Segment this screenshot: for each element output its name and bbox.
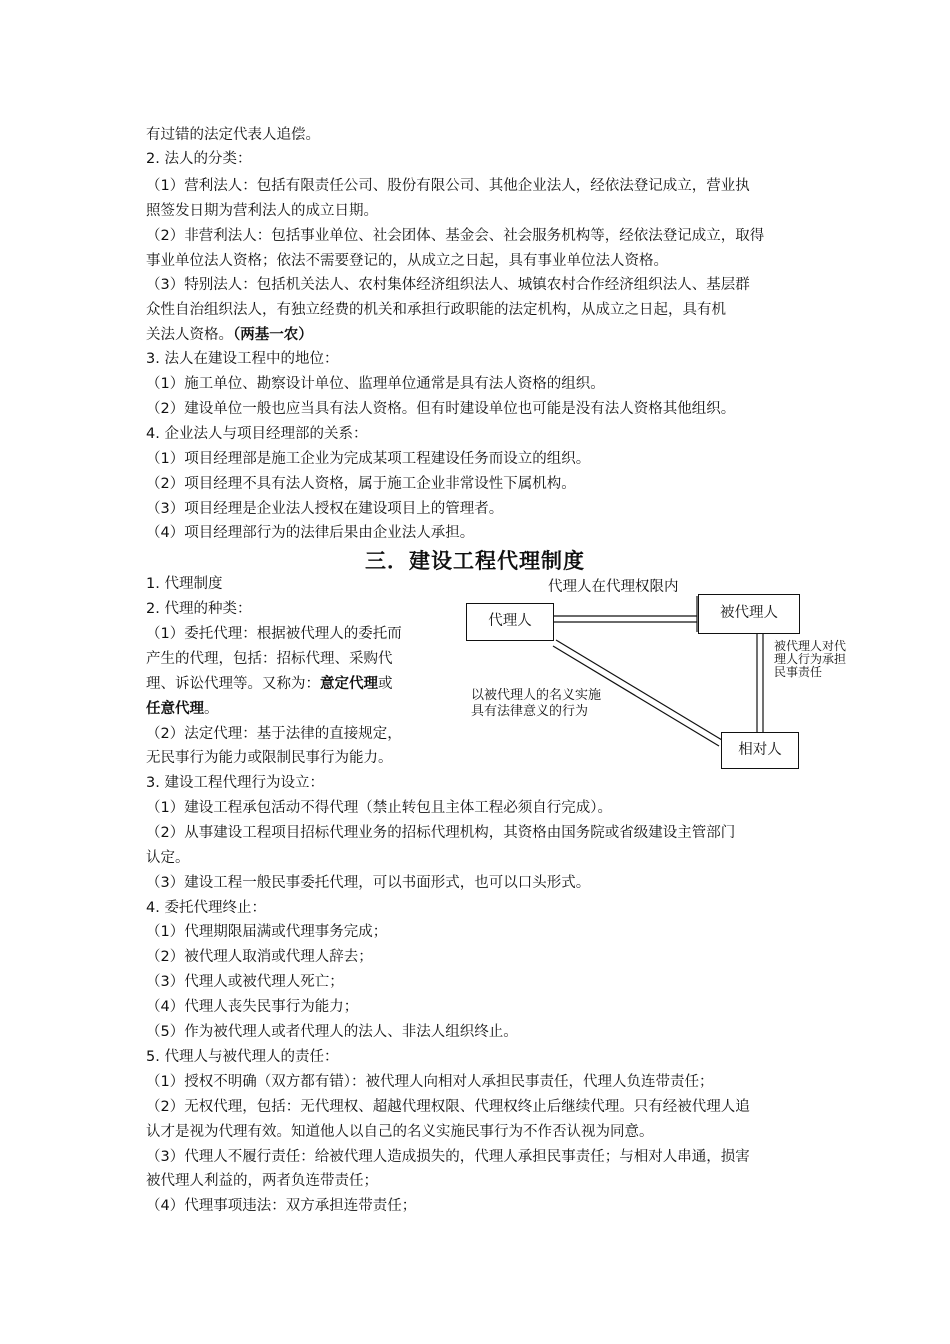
text-line: 众性自治组织法人，有独立经费的机关和承担行政职能的法定机构，从成立之日起，具有机: [146, 302, 726, 318]
text-line: （1）营利法人：包括有限责任公司、股份有限公司、其他企业法人，经依法登记成立，营业执: [146, 178, 750, 194]
text-line: （1）建设工程承包活动不得代理（禁止转包且主体工程必须自行完成）。: [146, 800, 612, 816]
text-line: （1）施工单位、勘察设计单位、监理单位通常是具有法人资格的组织。: [146, 376, 605, 392]
text-line: （3）建设工程一般民事委托代理，可以书面形式，也可以口头形式。: [146, 875, 591, 891]
text-line: （3）代理人或被代理人死亡；: [146, 974, 344, 990]
text-line: 事业单位法人资格；依法不需要登记的，从成立之日起，具有事业单位法人资格。: [146, 253, 668, 269]
text-line: 2. 代理的种类：: [146, 601, 252, 617]
bold-term: 任意代理: [146, 701, 204, 717]
text-line: （1）项目经理部是施工企业为完成某项工程建设任务而设立的组织。: [146, 451, 591, 467]
text-line: 认才是视为代理有效。知道他人以自己的名义实施民事行为不作否认视为同意。: [146, 1124, 654, 1140]
text-line: 照签发日期为营利法人的成立日期。: [146, 203, 378, 219]
text-line: （4）项目经理部行为的法律后果由企业法人承担。: [146, 525, 475, 541]
bold-term: 意定代理: [320, 676, 378, 692]
text-line: （1）代理期限届满或代理事务完成；: [146, 924, 388, 940]
text-line: （1）委托代理：根据被代理人的委托而: [146, 626, 402, 642]
text-line: （2）被代理人取消或代理人辞去；: [146, 949, 373, 965]
text-line: （2）非营利法人：包括事业单位、社会团体、基金会、社会服务机构等，经依法登记成立，取得: [146, 228, 765, 244]
bold-note: （两基一农）: [233, 327, 313, 343]
text-span: 。: [204, 701, 219, 717]
text-line: （3）代理人不履行责任：给被代理人造成损失的，代理人承担民事责任；与相对人串通，损害: [146, 1149, 750, 1165]
diagonal-label-line: 以被代理人的名义实施: [471, 688, 602, 703]
right-label-line: 被代理人对代: [774, 639, 847, 653]
right-label-line: 民事责任: [774, 665, 823, 679]
text-line: （4）代理人丧失民事行为能力；: [146, 999, 359, 1015]
text-line: 无民事行为能力或限制民事行为能力。: [146, 750, 393, 766]
text-line: 有过错的法定代表人追偿。: [146, 127, 320, 143]
text-line: 认定。: [146, 850, 190, 866]
text-line: 被代理人利益的，两者负连带责任；: [146, 1173, 378, 1189]
diagonal-label: [471, 688, 601, 720]
text-line: （2）从事建设工程项目招标代理业务的招标代理机构，其资格由国务院或省级建设主管部门: [146, 825, 736, 841]
text-span: 关法人资格。: [146, 327, 233, 343]
text-line: 4. 企业法人与项目经理部的关系：: [146, 426, 368, 442]
text-line: （2）建设单位一般也应当具有法人资格。但有时建设单位也可能是没有法人资格其他组织。: [146, 401, 736, 417]
text-span: 或: [378, 676, 393, 692]
right-label-line: 理人行为承担: [774, 652, 847, 666]
principal-box: [698, 594, 800, 634]
text-line: 产生的代理，包括：招标代理、采购代: [146, 651, 393, 667]
diagram-top-label: 代理人在代理权限内: [548, 579, 679, 595]
text-line: 3. 法人在建设工程中的地位：: [146, 351, 339, 367]
text-line: 3. 建设工程代理行为设立：: [146, 775, 324, 791]
text-line: （1）授权不明确（双方都有错）：被代理人向相对人承担民事责任，代理人负连带责任；: [146, 1074, 714, 1090]
text-line: （4）代理事项违法：双方承担连带责任；: [146, 1198, 417, 1214]
text-line: （2）法定代理：基于法律的直接规定，: [146, 726, 402, 742]
text-line: （3）项目经理是企业法人授权在建设项目上的管理者。: [146, 501, 504, 517]
principal-label: 被代理人: [720, 605, 778, 621]
diagonal-label-line: 具有法律意义的行为: [471, 704, 589, 719]
text-line: 1. 代理制度: [146, 576, 223, 592]
text-line: （2）项目经理不具有法人资格，属于施工企业非常设性下属机构。: [146, 476, 576, 492]
text-line: 5. 代理人与被代理人的责任：: [146, 1049, 339, 1065]
text-line: 2. 法人的分类：: [146, 151, 252, 167]
third-party-label: 相对人: [738, 742, 782, 758]
text-line: （2）无权代理，包括：无代理权、超越代理权限、代理权终止后继续代理。只有经被代理人追: [146, 1099, 750, 1115]
third-party-box: [721, 732, 799, 769]
text-span: 理、诉讼代理等。又称为：: [146, 676, 320, 692]
text-line: （3）特别法人：包括机关法人、农村集体经济组织法人、城镇农村合作经济组织法人、基层群: [146, 277, 750, 293]
agent-box: [466, 603, 554, 641]
agent-label: 代理人: [488, 613, 532, 629]
section-title: 三．建设工程代理制度: [365, 549, 585, 573]
text-line: （5）作为被代理人或者代理人的法人、非法人组织终止。: [146, 1024, 518, 1040]
text-line: 4. 委托代理终止：: [146, 900, 266, 916]
right-label: [774, 640, 846, 679]
